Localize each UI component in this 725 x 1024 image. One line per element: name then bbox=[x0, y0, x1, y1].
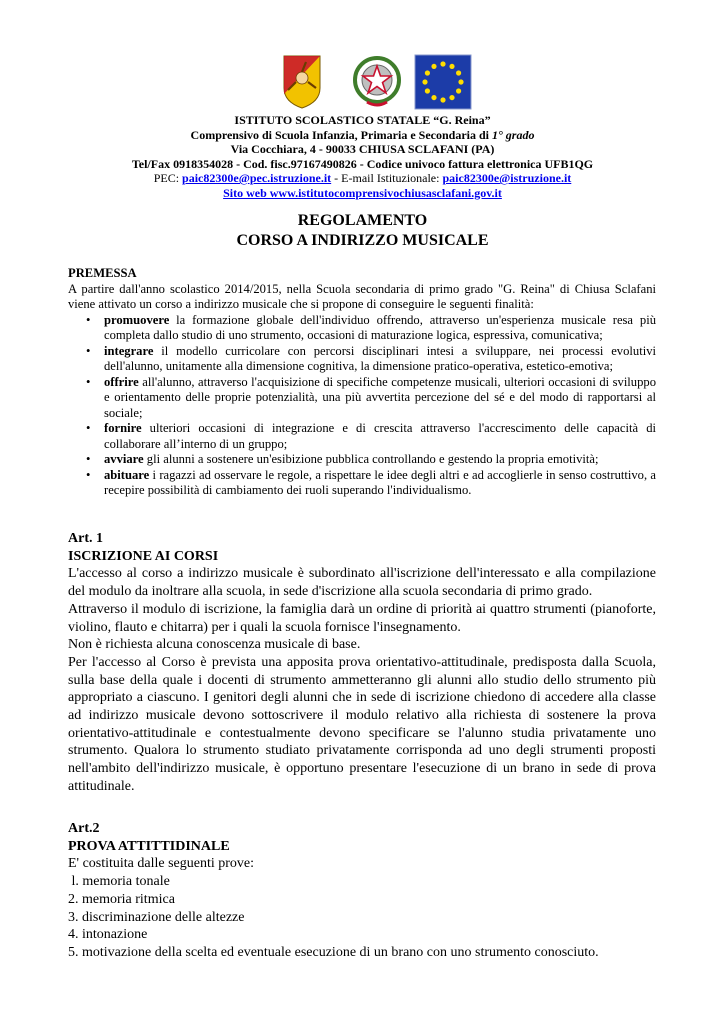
school-header bbox=[60, 113, 665, 200]
school-contacts: Tel/Fax 0918354028 - Cod. fisc.97167490826 - Codice univoco fattura elettronica UFB1QG bbox=[131, 156, 594, 171]
eu-star bbox=[440, 97, 445, 102]
school-type: Comprensivo di Scuola Infanzia, Primaria e Secondaria di 1° grado bbox=[190, 127, 535, 142]
institutional-email-link[interactable]: paic82300e@istruzione.it bbox=[442, 171, 572, 185]
article-1 bbox=[68, 530, 656, 796]
list-item: • promuovere la formazione globale dell'individuo offrendo, attraverso un'esperienza musicale resa più completa dallo studio di uno strumento, occasioni di maturazione logica, espressiva, comunicativa; bbox=[86, 313, 656, 344]
finalita-list bbox=[68, 313, 656, 499]
list-item: • avviare gli alunni a sostenere un'esibizione pubblica controllando e gestendo la propria emotività; bbox=[86, 452, 656, 468]
list-item: l. memoria tonale bbox=[68, 874, 170, 890]
pec-email-link[interactable]: paic82300e@pec.istruzione.it bbox=[182, 171, 332, 185]
school-name: ISTITUTO SCOLASTICO STATALE “G. Reina” bbox=[234, 113, 491, 127]
document-title: REGOLAMENTO CORSO A INDIRIZZO MUSICALE bbox=[236, 212, 489, 249]
premessa-section bbox=[68, 266, 656, 499]
list-item: • integrare il modello curricolare con percorsi disciplinari intesi a sviluppare, nei processi evolutivi dell'alunno, unitamente alla dimensione cognitiva, la dimensione pratico-operativa, estetico-emotiva; bbox=[86, 344, 656, 375]
eu-star bbox=[458, 79, 463, 84]
article-heading: PROVA ATTITTIDINALE bbox=[68, 838, 230, 854]
eu-star bbox=[425, 88, 430, 93]
eu-star bbox=[449, 64, 454, 69]
paragraph: L'accesso al corso a indirizzo musicale è subordinato all'iscrizione dell'interessato e alla compilazione del modulo da inoltrare alla scuola, in sede d'iscrizione alla scuola secondaria di primo grado. bbox=[68, 566, 656, 600]
paragraph: Non è richiesta alcuna conoscenza musicale di base. bbox=[68, 637, 361, 653]
repubblica-italiana-emblem-icon bbox=[353, 54, 401, 110]
eu-star bbox=[431, 64, 436, 69]
premessa-intro: A partire dall'anno scolastico 2014/2015, nella Scuola secondaria di primo grado "G. Reina" di Chiusa Sclafani viene attivato un corso a indirizzo musicale che si propone di conseguire le seguenti finalità: bbox=[68, 281, 656, 311]
header-logos bbox=[0, 54, 725, 114]
eu-star bbox=[422, 79, 427, 84]
paragraph: Per l'accesso al Corso è prevista una apposita prova orientativo-attitudinale, predisposta dalla Scuola, sulla base della quale i docenti di strumento ammetteranno gli alunni allo studio dello strumento più appropriato a ciascuno. I genitori degli alunni che in sede di iscrizione chiedono di accedere alla classe ad indirizzo musicale devono sottoscrivere il modulo relativo alla richiesta di sostenere la prova orientativo-attitudinale e contestualmente devono specificare se l'alunno studia privatamente uno strumento. Qualora lo strumento studiato privatamente corrisponda ad uno degli strumenti proposti nell'ambito dell'indirizzo musicale, è opportuno presentare l'esecuzione di un brano in sede di prova attitudinale. bbox=[68, 654, 656, 794]
paragraph: E' costituita dalle seguenti prove: bbox=[68, 856, 255, 872]
eu-star bbox=[456, 88, 461, 93]
school-address: Via Cocchiara, 4 - 90033 CHIUSA SCLAFANI (PA) bbox=[230, 142, 495, 156]
list-item: • offrire all'alunno, attraverso l'acquisizione di specifiche competenze musicali, ulteriori occasioni di sviluppo e orientamento delle proprie potenzialità, una più avvertita percezione del sé e del modo di rapportarsi al sociale; bbox=[86, 375, 656, 422]
article-2 bbox=[68, 820, 656, 962]
website-link[interactable]: Sito web www.istitutocomprensivochiusasclafani.gov.it bbox=[223, 185, 502, 200]
premessa-heading: PREMESSA bbox=[68, 266, 137, 280]
paragraph: Attraverso il modulo di iscrizione, la famiglia darà un ordine di priorità ai quattro strumenti (pianoforte, violino, flauto e chitarra) per i quali la scuola fornisce l'insegnamento. bbox=[68, 601, 656, 635]
eu-star bbox=[456, 70, 461, 75]
list-item: 3. discriminazione delle altezze bbox=[68, 909, 245, 925]
list-item: • abituare i ragazzi ad osservare le regole, a rispettare le idee degli altri e ad accoglierle in senso costruttivo, a recepire possibilità di cambiamento dei ruoli superando l'individualismo. bbox=[86, 468, 656, 499]
list-item: 5. motivazione della scelta ed eventuale esecuzione di un brano con uno strumento conosciuto. bbox=[68, 944, 599, 960]
european-union-flag-icon bbox=[414, 54, 472, 110]
eu-star bbox=[449, 95, 454, 100]
eu-star bbox=[431, 95, 436, 100]
article-heading: ISCRIZIONE AI CORSI bbox=[68, 548, 219, 564]
sicilia-trinacria-icon bbox=[282, 54, 322, 110]
article-number: Art. 1 bbox=[68, 531, 103, 546]
eu-star bbox=[425, 70, 430, 75]
prove-list bbox=[68, 873, 656, 962]
article-number: Art.2 bbox=[68, 821, 100, 836]
list-item: • fornire ulteriori occasioni di integrazione e di crescita attraverso l'accrescimento delle capacità di collaborare all’interno di un gruppo; bbox=[86, 421, 656, 452]
eu-star bbox=[440, 61, 445, 66]
list-item: 4. intonazione bbox=[68, 927, 148, 943]
school-emails: PEC: paic82300e@pec.istruzione.it - E-mail Istituzionale: paic82300e@istruzione.it bbox=[153, 171, 572, 185]
list-item: 2. memoria ritmica bbox=[68, 891, 175, 907]
